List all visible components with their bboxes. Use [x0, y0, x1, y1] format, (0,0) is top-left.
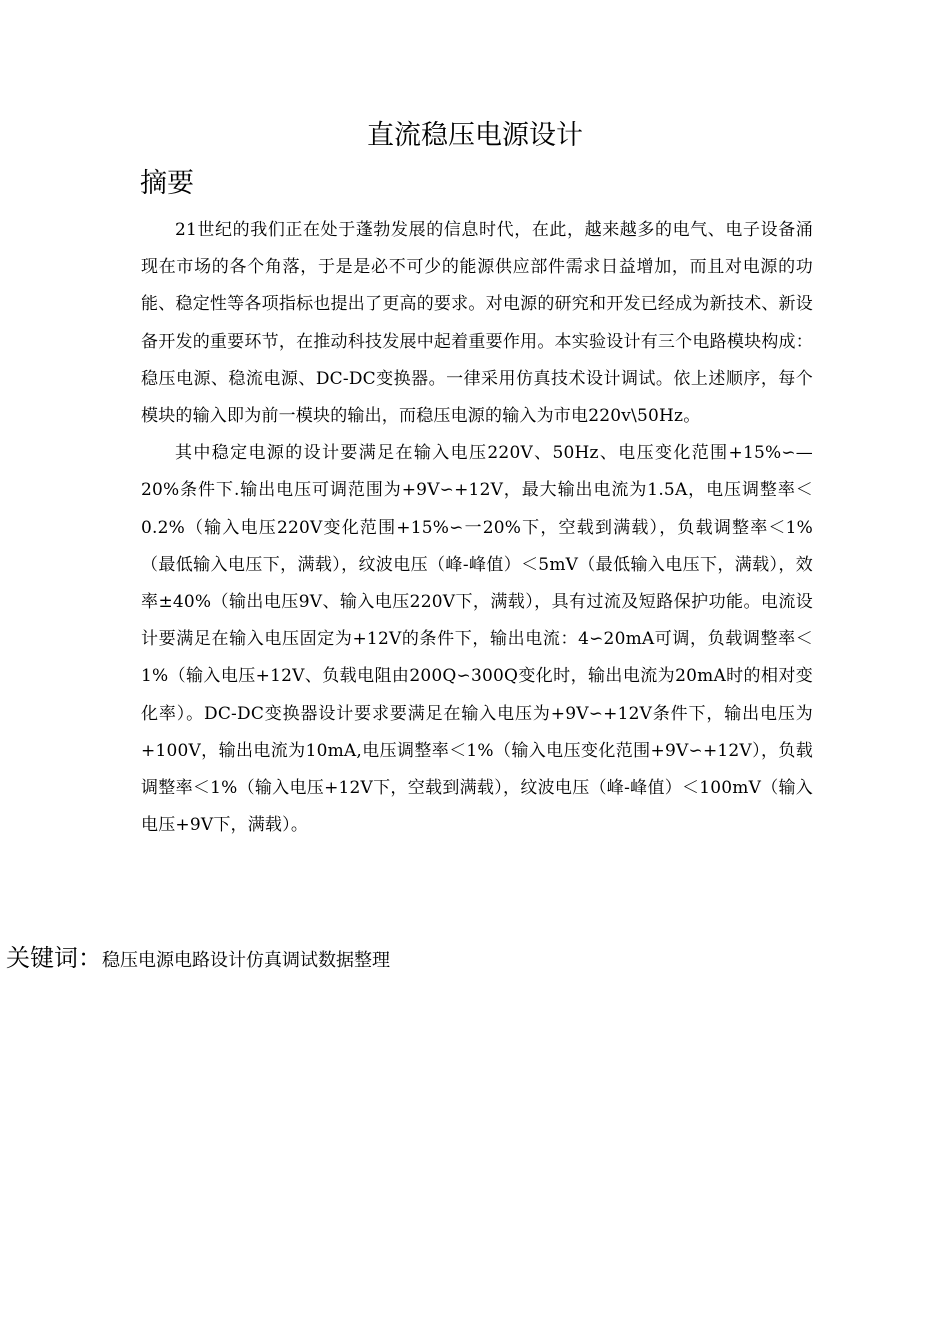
keywords-line: [6, 938, 390, 981]
keywords-label: 关键词：: [6, 944, 102, 972]
abstract-paragraph: 21世纪的我们正在处于蓬勃发展的信息时代，在此，越来越多的电气、电子设备涌现在市场的各个角落，于是是必不可少的能源供应部件需求日益增加，而且对电源的功能、稳定性等各项指标也提出了更高的要求。对电源的研究和开发已经成为新技术、新设备开发的重要环节，在推动科技发展中起着重要作用。本实验设计有三个电路模块构成：稳压电源、稳流电源、DC-DC变换器。一律采用仿真技术设计调试。依上述顺序，每个模块的输入即为前一模块的输出，而稳压电源的输入为市电220v\50Hz。: [141, 220, 813, 427]
document-title: 直流稳压电源设计: [367, 120, 583, 151]
abstract-paragraph: 其中稳定电源的设计要满足在输入电压220V、50Hz、电压变化范围+15%∽—20%条件下.输出电压可调范围为+9V∽+12V，最大输出电流为1.5A，电压调整率＜0.2%（输入电压220V变化范围+15%∽一20%下，空载到满载），负载调整率＜1%（最低输入电压下，满载），纹波电压（峰-峰值）＜5mV（最低输入电压下，满载），效率±40%（输出电压9V、输入电压220V下，满载），具有过流及短路保护功能。电流设计要满足在输入电压固定为+12V的条件下，输出电流：4∽20mA可调，负载调整率＜1%（输入电压+12V、负载电阻由200Q∽300Q变化时，输出电流为20mA时的相对变化率）。DC-DC变换器设计要求要满足在输入电压为+9V∽+12V条件下，输出电压为+100V，输出电流为10mA,电压调整率＜1%（输入电压变化范围+9V∽+12V），负载调整率＜1%（输入电压+12V下，空载到满载），纹波电压（峰-峰值）＜100mV（输入电压+9V下，满载）。: [141, 443, 813, 836]
keywords-value: 稳压电源电路设计仿真调试数据整理: [102, 950, 390, 971]
abstract-heading: 摘要: [140, 168, 194, 199]
abstract-body: [141, 212, 813, 844]
